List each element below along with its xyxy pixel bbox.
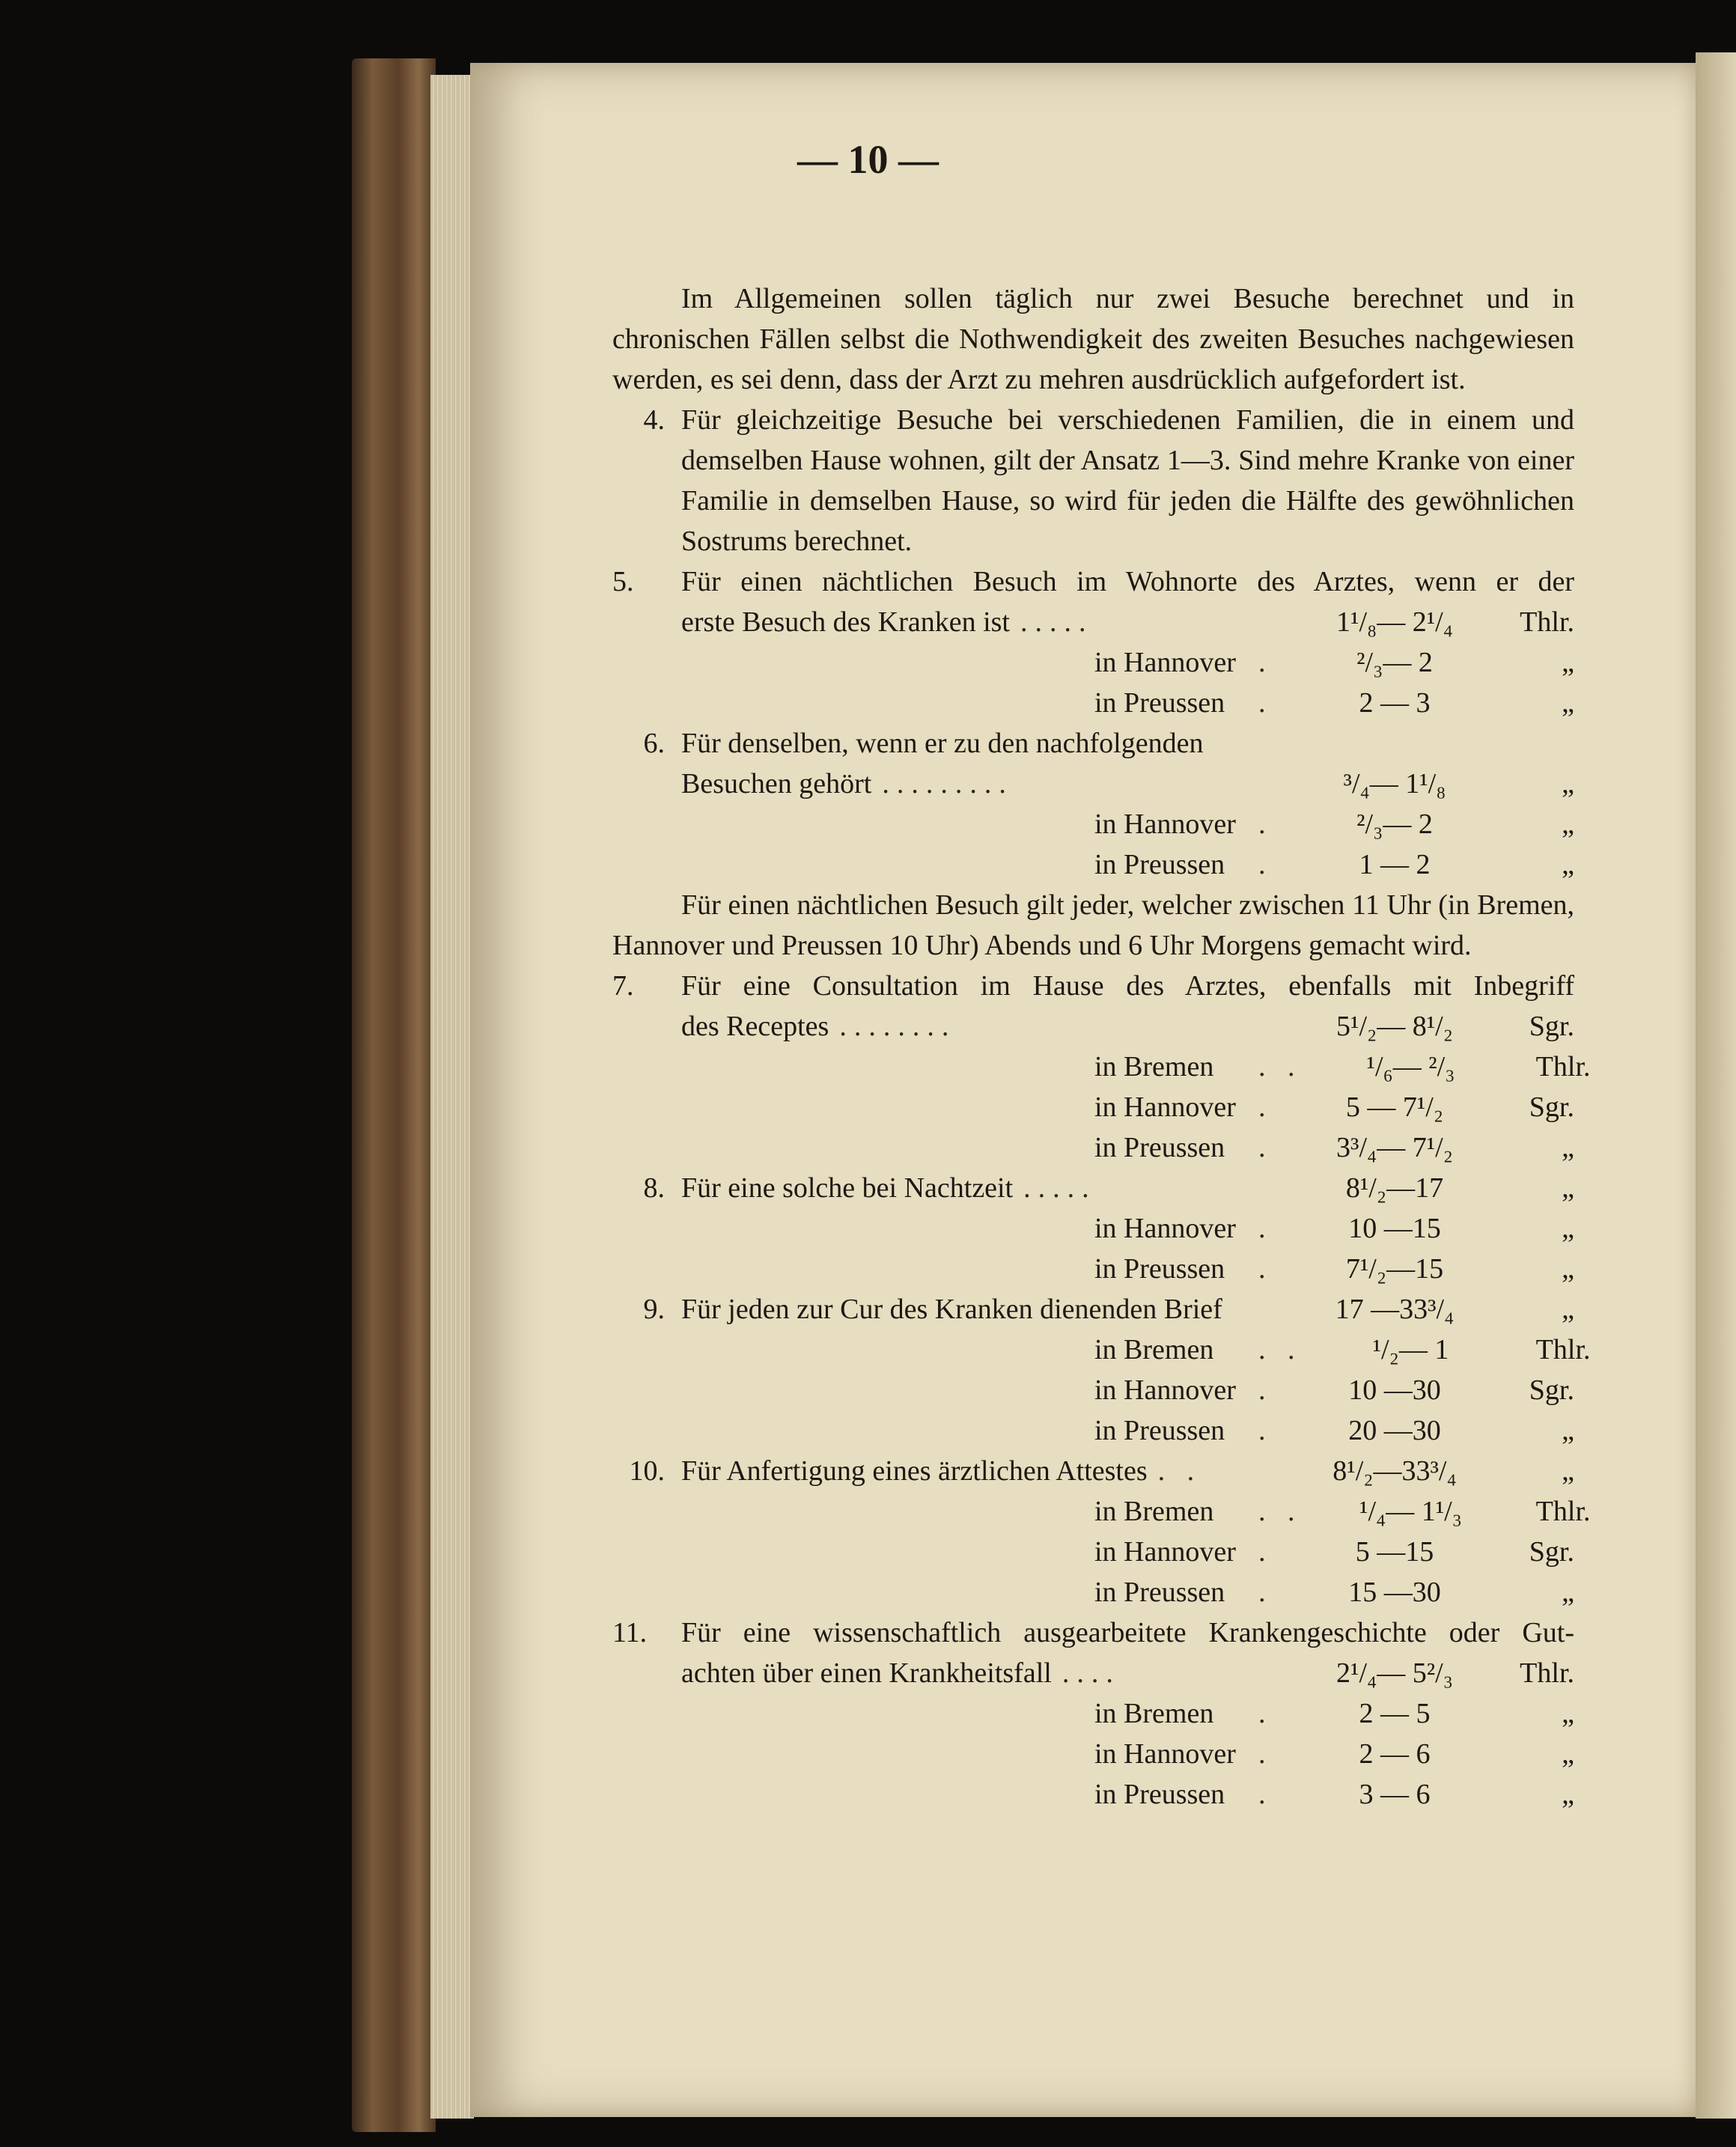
dot-leader: . bbox=[1258, 1779, 1273, 1810]
fee-subrow bbox=[681, 1087, 1574, 1127]
fee-range: 2 — 5 bbox=[1359, 1698, 1431, 1729]
item-number: 4. bbox=[643, 404, 665, 436]
page-content bbox=[612, 278, 1591, 1815]
item-number: 11. bbox=[612, 1617, 648, 1648]
intro-paragraph: Im Allgemeinen sollen täglich nur zwei Besuche berechnet und in chronischen Fällen selbst die Nothwendigkeit des zweiten Besuches nachgewiesen werden, es sei denn, dass der Arzt zu mehren ausdrücklich aufgefordert ist. bbox=[612, 283, 1574, 395]
fee-label: Für eine solche bei Nachtzeit bbox=[681, 1172, 1014, 1204]
fee-range: 15 —30 bbox=[1348, 1577, 1441, 1608]
fee-range: 3³/₄— 7¹/₂ bbox=[1336, 1132, 1453, 1163]
dot-leader: . . bbox=[1258, 1051, 1303, 1082]
item-number: 6. bbox=[643, 728, 665, 759]
fee-range: ¹/₄— 1¹/₃ bbox=[1359, 1496, 1462, 1527]
dot-leader: . . bbox=[1258, 1496, 1303, 1527]
dot-leader: .... bbox=[1062, 1657, 1121, 1689]
fee-subrow bbox=[681, 844, 1574, 885]
fee-subrow bbox=[681, 1410, 1574, 1451]
dot-leader: . bbox=[1258, 1738, 1273, 1770]
fee-unit: „ bbox=[1562, 1172, 1574, 1204]
region-label: in Preussen bbox=[1094, 849, 1225, 880]
fee-unit: „ bbox=[1562, 1698, 1574, 1729]
page-number: — 10 — bbox=[797, 137, 939, 182]
fee-range: 1¹/₈— 2¹/₄ bbox=[1336, 606, 1453, 638]
fee-subrow bbox=[681, 1127, 1574, 1168]
fee-subrow bbox=[681, 1532, 1574, 1572]
fee-unit: Sgr. bbox=[1529, 1536, 1574, 1568]
book-cover-spine bbox=[352, 58, 436, 2132]
fee-label: erste Besuch des Kranken ist bbox=[681, 606, 1010, 638]
dot-leader: ..... bbox=[1020, 606, 1094, 638]
fee-unit: „ bbox=[1562, 1415, 1574, 1446]
fee-label: Besuchen gehört bbox=[681, 768, 872, 800]
fee-row bbox=[643, 1168, 1574, 1208]
fee-unit: Sgr. bbox=[1529, 1374, 1574, 1406]
fee-subrow bbox=[681, 683, 1574, 723]
fee-range: 2¹/₄— 5²/₃ bbox=[1336, 1657, 1453, 1689]
fee-row bbox=[629, 1451, 1574, 1491]
region-label: in Preussen bbox=[1094, 1253, 1225, 1285]
item-4 bbox=[612, 400, 1574, 561]
fee-unit: „ bbox=[1562, 1455, 1574, 1487]
dot-leader: ......... bbox=[882, 768, 1014, 800]
region-label: in Hannover bbox=[1094, 808, 1236, 840]
fee-range: 5 — 7¹/₂ bbox=[1345, 1091, 1444, 1123]
night-note-paragraph: Für einen nächtlichen Besuch gilt jeder, welcher zwischen 11 Uhr (in Bremen, Hannover und Preussen 10 Uhr) Abends und 6 Uhr Morgens gemacht wird. bbox=[612, 889, 1574, 961]
region-label: in Bremen bbox=[1094, 1334, 1214, 1365]
item-text: Für eine Consultation im Hause des Arztes, ebenfalls mit Inbegriff bbox=[681, 970, 1574, 1002]
fee-subrow bbox=[681, 642, 1574, 683]
fee-range: ³/₄— 1¹/₈ bbox=[1343, 768, 1446, 800]
fee-unit: Thlr. bbox=[1535, 1334, 1591, 1365]
fee-label: Für jeden zur Cur des Kranken dienenden Brief bbox=[681, 1294, 1222, 1325]
item-number: 9. bbox=[643, 1294, 665, 1325]
fee-unit: Sgr. bbox=[1529, 1011, 1574, 1042]
fee-range: 8¹/₂—17 bbox=[1345, 1172, 1444, 1204]
dot-leader: . bbox=[1258, 1091, 1273, 1123]
item-number: 5. bbox=[612, 566, 634, 597]
fee-unit: „ bbox=[1562, 1294, 1574, 1325]
region-label: in Bremen bbox=[1094, 1496, 1214, 1527]
dot-leader: . bbox=[1258, 1374, 1273, 1406]
region-label: in Bremen bbox=[1094, 1051, 1214, 1082]
fee-subrow bbox=[681, 1734, 1574, 1774]
fee-range: 2 — 3 bbox=[1359, 687, 1431, 719]
fee-range: ¹/₆— ²/₃ bbox=[1366, 1051, 1455, 1082]
dot-leader: . bbox=[1258, 1577, 1273, 1608]
fee-unit: „ bbox=[1562, 647, 1574, 678]
dot-leader: . bbox=[1258, 1253, 1273, 1285]
item-text: Für gleichzeitige Besuche bei verschiedenen Familien, die in einem und demselben Hause wohnen, gilt der Ansatz 1—3. Sind mehre Kranke von einer Familie in demselben Hause, so wird für jeden die Hälfte des gewöhnlichen Sostrums berechnet. bbox=[681, 404, 1574, 557]
fee-range: 1 — 2 bbox=[1359, 849, 1431, 880]
fee-range: 7¹/₂—15 bbox=[1345, 1253, 1444, 1285]
fee-unit: Thlr. bbox=[1520, 1657, 1574, 1689]
dot-leader: . bbox=[1258, 1698, 1273, 1729]
item-7 bbox=[612, 966, 1591, 1168]
fee-subrow bbox=[681, 1330, 1591, 1370]
fee-range: 5 —15 bbox=[1355, 1536, 1434, 1568]
item-text: Für eine wissenschaftlich ausgearbeitete Krankengeschichte oder Gut- bbox=[681, 1617, 1574, 1648]
item-text: Für einen nächtlichen Besuch im Wohnorte des Arztes, wenn er der bbox=[681, 566, 1574, 597]
dot-leader: . bbox=[1258, 1536, 1273, 1568]
dot-leader: . bbox=[1258, 808, 1273, 840]
dot-leader: . bbox=[1258, 1415, 1273, 1446]
dot-leader: . . bbox=[1258, 1334, 1303, 1365]
region-label: in Preussen bbox=[1094, 1779, 1225, 1810]
fee-unit: „ bbox=[1562, 1132, 1574, 1163]
item-5 bbox=[612, 561, 1574, 723]
region-label: in Hannover bbox=[1094, 647, 1236, 678]
item-6 bbox=[612, 723, 1574, 885]
fee-unit: „ bbox=[1562, 1738, 1574, 1770]
item-number: 7. bbox=[612, 970, 634, 1002]
fee-range: 10 —30 bbox=[1348, 1374, 1441, 1406]
fee-subrow bbox=[681, 1693, 1574, 1734]
fee-subrow bbox=[681, 1047, 1591, 1087]
fee-label: achten über einen Krankheitsfall bbox=[681, 1657, 1052, 1689]
dot-leader: ..... bbox=[1023, 1172, 1097, 1204]
dot-leader: . bbox=[1258, 687, 1273, 719]
fee-unit: Thlr. bbox=[1535, 1496, 1591, 1527]
fee-subrow bbox=[681, 804, 1574, 844]
dot-leader: . bbox=[1258, 1213, 1273, 1244]
fee-row bbox=[643, 1289, 1574, 1330]
region-label: in Preussen bbox=[1094, 1577, 1225, 1608]
fee-unit: Sgr. bbox=[1529, 1091, 1574, 1123]
fee-row bbox=[681, 1006, 1574, 1047]
fee-range: 17 —33³/₄ bbox=[1335, 1294, 1455, 1325]
region-label: in Preussen bbox=[1094, 687, 1225, 719]
fee-unit: „ bbox=[1562, 687, 1574, 719]
page-edges bbox=[430, 75, 474, 2119]
fee-unit: Thlr. bbox=[1535, 1051, 1591, 1082]
fee-subrow bbox=[681, 1572, 1574, 1612]
region-label: in Hannover bbox=[1094, 1536, 1236, 1568]
region-label: in Hannover bbox=[1094, 1091, 1236, 1123]
fee-unit: „ bbox=[1562, 849, 1574, 880]
dot-leader: . . bbox=[1157, 1455, 1202, 1487]
fee-range: ²/₃— 2 bbox=[1356, 647, 1433, 678]
item-number: 10. bbox=[629, 1455, 665, 1487]
fee-range: 8¹/₂—33³/₄ bbox=[1333, 1455, 1457, 1487]
fee-unit: „ bbox=[1562, 1577, 1574, 1608]
fee-range: 3 — 6 bbox=[1359, 1779, 1431, 1810]
fee-label: Für Anfertigung eines ärztlichen Attestes bbox=[681, 1455, 1148, 1487]
region-label: in Bremen bbox=[1094, 1698, 1214, 1729]
fee-range: 2 — 6 bbox=[1359, 1738, 1431, 1770]
fee-unit: „ bbox=[1562, 1779, 1574, 1810]
fee-row bbox=[681, 764, 1574, 804]
fee-unit: „ bbox=[1562, 1213, 1574, 1244]
fee-subrow bbox=[681, 1249, 1574, 1289]
fee-unit: „ bbox=[1562, 1253, 1574, 1285]
fee-unit: „ bbox=[1562, 808, 1574, 840]
fee-row bbox=[681, 1653, 1574, 1693]
region-label: in Hannover bbox=[1094, 1213, 1236, 1244]
fee-unit: „ bbox=[1562, 768, 1574, 800]
region-label: in Hannover bbox=[1094, 1374, 1236, 1406]
item-number: 8. bbox=[643, 1172, 665, 1204]
item-8 bbox=[612, 1168, 1574, 1289]
next-page-edge bbox=[1696, 52, 1736, 2119]
dot-leader: . bbox=[1258, 1132, 1273, 1163]
item-9 bbox=[612, 1289, 1591, 1451]
item-text: Für denselben, wenn er zu den nachfolgenden bbox=[681, 728, 1204, 759]
fee-subrow bbox=[681, 1208, 1574, 1249]
fee-range: ¹/₂— 1 bbox=[1372, 1334, 1449, 1365]
region-label: in Preussen bbox=[1094, 1415, 1225, 1446]
fee-range: 5¹/₂— 8¹/₂ bbox=[1336, 1011, 1453, 1042]
fee-label: des Receptes bbox=[681, 1011, 829, 1042]
fee-range: 20 —30 bbox=[1348, 1415, 1441, 1446]
fee-unit: Thlr. bbox=[1520, 606, 1574, 638]
dot-leader: ........ bbox=[839, 1011, 957, 1042]
fee-range: 10 —15 bbox=[1348, 1213, 1441, 1244]
fee-subrow bbox=[681, 1370, 1574, 1410]
item-11 bbox=[612, 1612, 1574, 1815]
region-label: in Hannover bbox=[1094, 1738, 1236, 1770]
fee-row bbox=[681, 602, 1574, 642]
region-label: in Preussen bbox=[1094, 1132, 1225, 1163]
fee-subrow bbox=[681, 1774, 1574, 1815]
dot-leader: . bbox=[1258, 647, 1273, 678]
fee-subrow bbox=[681, 1491, 1591, 1532]
dot-leader: . bbox=[1258, 849, 1273, 880]
fee-range: ²/₃— 2 bbox=[1356, 808, 1433, 840]
item-10 bbox=[612, 1451, 1591, 1612]
